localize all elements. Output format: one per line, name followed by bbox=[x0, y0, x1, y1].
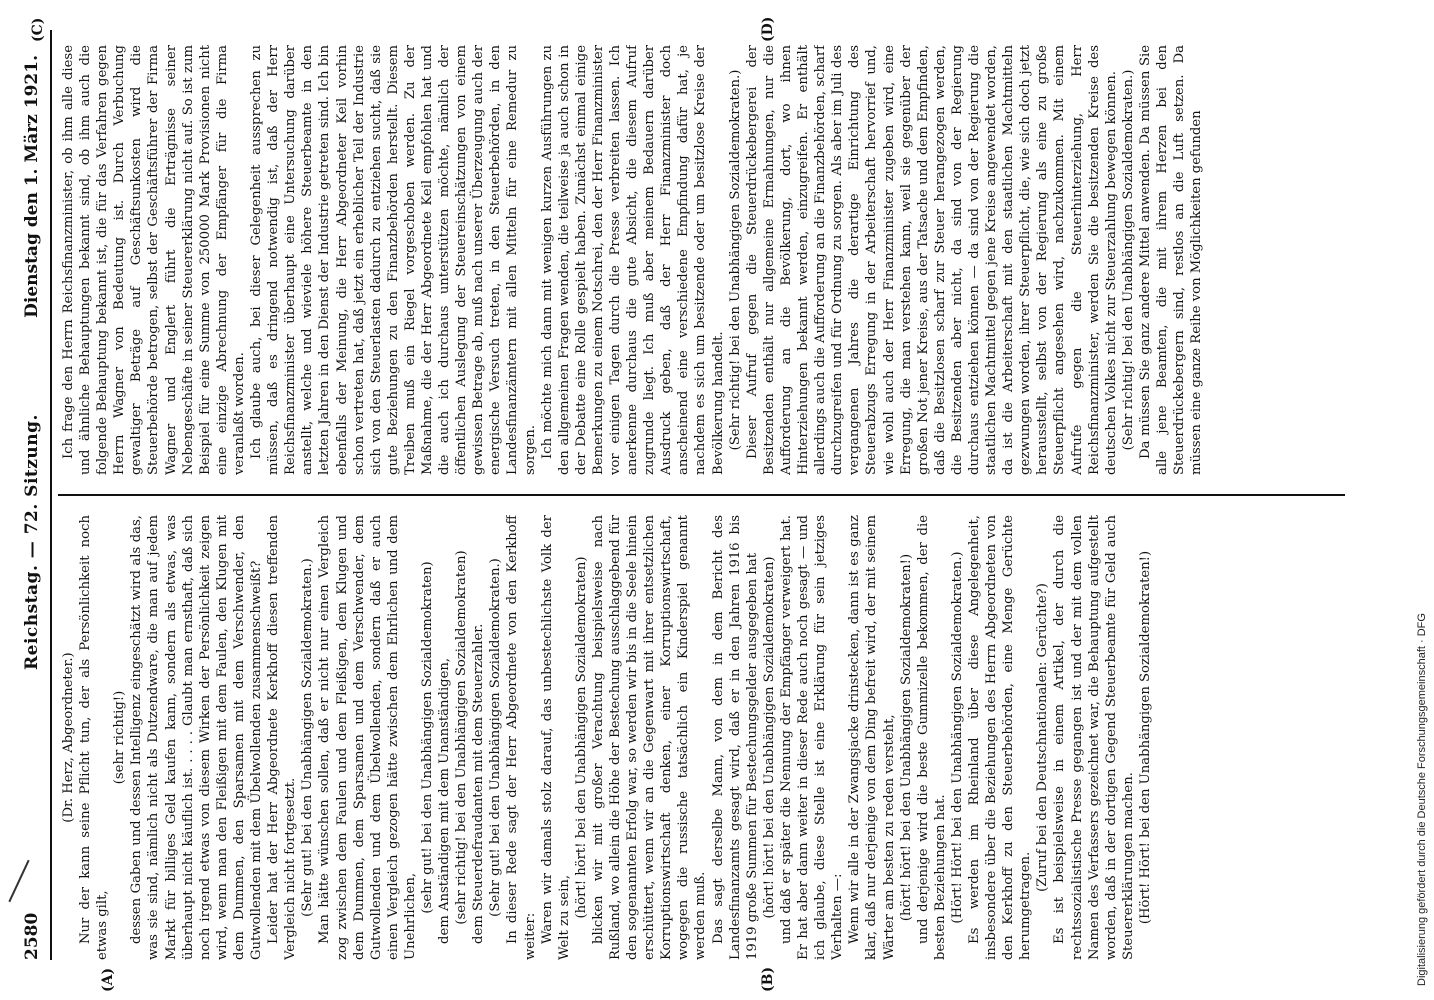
paragraph: (sehr gut! bei den Unabhängigen Sozialdemokraten) bbox=[419, 561, 435, 914]
paragraph: (hört! hört! bei den Unabhängigen Sozialdemokraten) bbox=[761, 556, 777, 919]
paragraph: (Hört! Hört! bei den Unabhängigen Sozialdemokraten!) bbox=[1137, 550, 1153, 925]
paragraph: Nur der kann seine Pflicht tun, der als Persönlichkeit noch etwas gilt, bbox=[78, 515, 111, 960]
paragraph: und daß er später die Nennung der Empfänger verweigert hat. Er hat aber dann weiter in dieser Rede auch noch gesagt — und ich glaube, diese Stelle ist eine Erklärung für sein jetziges Verhalten —: bbox=[778, 515, 846, 960]
paragraph: blicken wir mit großer Verachtung beispielsweise nach Rußland, wo allein die Höhe der Bestechung ausschlaggebend für den sogenannten Erfolg war, so werden wir bis in die Seele hinein erschüttert, wenn wir an die Gegenwart mit ihrer entsetzlichen Korruptionswirtschaft denken, einer Korruptionswirtschaft, wogegen die russische tatsächlich ein Kinderspiel genannt werden muß. bbox=[590, 515, 709, 960]
paragraph: In dieser Rede sagt der Herr Abgeordnete von den Kerkhoff weiter: bbox=[505, 515, 538, 960]
paragraph: Da müssen Sie ganz andere Mittel anwenden. Da müssen Sie alle jene Beamten, die mit ihrem Herzen bei den Steuerdrückebergern sind, restlos an die Luft setzen. Da müssen eine ganze Reihe von Möglichkeiten gefunden bbox=[1137, 45, 1205, 475]
page-header bbox=[18, 30, 52, 960]
paragraph: (Sehr gut! bei den Unabhängigen Sozialdemokraten.) bbox=[488, 558, 504, 917]
paragraph: (Dr. Herz, Abgeordneter.) bbox=[61, 652, 76, 823]
paragraph: Wenn wir alle in der Zwangsjacke drinstecken, dann ist es ganz klar, daß nur derjenige von dem Ding befreit wird, der mit seinem Wärter am besten zu reden versteht, bbox=[847, 515, 897, 960]
paragraph: (sehr richtig! bei den Unabhängigen Sozialdemokraten) bbox=[454, 550, 470, 925]
digitization-note bbox=[1412, 10, 1428, 990]
header-date: Dienstag den 1. März 1921. bbox=[22, 55, 42, 318]
page-number: 2580 bbox=[22, 912, 42, 960]
paragraph: (hört! hört! bei den Unabhängigen Sozialdemokraten!) bbox=[898, 553, 914, 922]
paragraph: Dieser Aufruf gegen die Steuerdrückebergerei der Besitzenden enthält nur allgemeine Ermahnungen, nur die Aufforderung an die Bevölkerung, dort, wo ihnen Hinterziehungen bekannt werden, einzugreifen. Er enthält allerdings auch die Aufforderung an die Finanzbehörden, scharf durchzugreifen und für Ordnung zu sorgen. Als aber im Juli des vergangenen Jahres die derartige Einrichtung des Steuerabzugs Erregung in der Arbeiterschaft hervorrief und, wie wohl auch der Herr Finanzminister zugeben wird, eine Erregung, die man verstehen kann, weil sie gegenüber der großen Not jener Kreise, aus der Tatsache und dem Empfinden, daß die Besitzlosen scharf zur Steuer herangezogen werden, die Besitzenden aber nicht, da sind von der Regierung durchaus entziehen können — da sind von der Regierung die staatlichen Machtmittel gegen jene Kreise angewendet worden, da ist die Arbeiterschaft mit den staatlichen Machtmitteln gezwungen worden, ihrer Steuerpflicht, die, wie sich doch jetzt herausstellt, selbst von der Regierung als eine zu große Steuerpflicht angesehen wird, nachzukommen. Mit einem Aufrufe gegen die Steuerhinterziehung, Herr Reichsfinanzminister, werden Sie die besitzenden Kreise des deutschen Volkes nicht zur Steuerzahlung bewegen können. bbox=[744, 45, 1119, 475]
paragraph: Man hätte wünschen sollen, daß er nicht nur einen Vergleich zog zwischen dem Faulen und dem Fleißigen, dem Klugen und dem Dummen, dem Sparsamen und dem Verschwender, dem Gutwollenden und dem Übelwollenden, sondern daß er auch einen Vergleich gezogen hätte zwischen dem Ehrlichen und dem Unehrlichen, bbox=[317, 515, 418, 960]
paragraph: (Zuruf bei den Deutschnationalen: Gerüchte?) bbox=[1035, 583, 1051, 892]
left-column bbox=[60, 515, 1345, 960]
margin-marker-a: (A) bbox=[100, 967, 116, 992]
paragraph: (sehr richtig!) bbox=[112, 690, 128, 785]
header-title: Reichstag. — 72. Sitzung. bbox=[22, 414, 42, 670]
paragraph: Ich glaube auch, bei dieser Gelegenheit aussprechen zu müssen, daß es dringend notwendig ist, daß der Herr Reichsfinanzminister überhaupt eine Untersuchung darüber anstellt, welche und wieviele höhere Steuerbeamte in den letzten Jahren in den Dienst der Industrie getreten sind. Ich bin ebenfalls der Meinung, die Herr Abgeordneter Keil vorhin schon vertreten hat, daß jetzt ein erheblicher Teil der Industrie sich von den Steuerlasten dadurch zu entziehen sucht, daß sie gute Beziehungen zu den Finanzbehörden herstellt. Diesem Treiben muß ein Riegel vorgeschoben werden. Zu der Maßnahme, die der Herr Abgeordnete Keil empfohlen hat und die auch ich durchaus unterstützen möchte, nämlich der öffentlichen Auslegung der Steuereinschätzungen von einem gewissen Betrage ab, muß nach unserer Überzeugung auch der energische Versuch treten, in den Steuerbehörden, in den Landesfinanzämtern mit allen Mitteln für eine Remedur zu sorgen. bbox=[249, 45, 538, 475]
paragraph: (Sehr richtig! bei den Unabhängigen Sozialdemokraten.) bbox=[727, 69, 743, 451]
margin-marker-d: (D) bbox=[760, 16, 776, 42]
header-rule bbox=[50, 30, 52, 960]
paragraph: Es werden im Rheinland über diese Angelegenheit, insbesondere über die Beziehungen des Herrn Abgeordneten von den Kerkhoff zu den Steuerbehörden, eine Menge Gerüchte herumgetragen. bbox=[966, 515, 1034, 960]
paragraph: Ich möchte mich dann mit wenigen kurzen Ausführungen zu den allgemeinen Fragen wenden, die teilweise ja auch schon in der Debatte eine Rolle gespielt haben. Zunächst einmal einige Bemerkungen zu einem Notschrei, den der Herr Finanzminister vor einigen Tagen durch die Presse verbreiten lassen. Ich anerkenne durchaus die gute Absicht, die diesem Aufruf zugrunde liegt. Ich muß aber meinem Bedauern darüber Ausdruck geben, daß der Herr Finanzminister doch anscheinend eine verschiedene Empfindung dafür hat, je nachdem es sich um besitzende oder um besitzlose Kreise der Bevölkerung handelt. bbox=[539, 45, 726, 475]
paragraph: Ich frage den Herrn Reichsfinanzminister, ob ihm alle diese und ähnliche Behauptungen bekannt sind, ob ihm auch die folgende Behauptung bekannt ist, die für das Verfahren gegen Herrn Wagner von Bedeutung ist. Durch Verbuchung gewaltiger Beträge auf Geschäftsunkosten wird die Steuerbehörde betrogen, selbst der Geschäftsführer der Firma Wagner und Englert führt die Erträgnisse seiner Nebengeschäfte in seiner Steuererklärung nicht auf. So ist zum Beispiel für eine Summe von 250000 Mark Provisionen nicht eine einzige Abrechnung der Empfänger für die Firma veranlaßt worden. bbox=[61, 45, 247, 475]
paragraph: Es ist beispielsweise in einem Artikel, der durch die rechtssozialistische Presse gegangen ist und der mit dem vollen Namen des Verfassers gezeichnet war, die Behauptung aufgestellt worden, daß in der dortigen Gegend Steuerbeamte für Geld auch Steuererklärungen machen. bbox=[1052, 515, 1136, 960]
paragraph: (hört! hört! bei den Unabhängigen Sozialdemokraten) bbox=[573, 556, 589, 919]
paragraph: Das sagt derselbe Mann, von dem in dem Bericht des Landesfinanzamts gesagt wird, daß er in den Jahren 1916 bis 1919 große Summen für Bestechungsgelder ausgegeben hat bbox=[710, 515, 760, 960]
paragraph: dem Steuerdefraudanten mit dem Steuerzahler. bbox=[471, 623, 487, 944]
column-divider bbox=[58, 495, 1345, 497]
right-column bbox=[60, 45, 1345, 475]
paragraph: dem Anständigen mit dem Unanständigen, bbox=[437, 657, 453, 944]
paragraph: Waren wir damals stolz darauf, das unbestechlichste Volk der Welt zu sein, bbox=[539, 515, 572, 960]
margin-marker-c: (C) bbox=[30, 17, 46, 42]
paragraph: (Hört! Hört! bei den Unabhängigen Sozialdemokraten.) bbox=[949, 551, 965, 924]
digitization-text: Digitalisierung gefördert durch die Deutsche Forschungsgemeinschaft · DFG bbox=[1416, 613, 1428, 986]
margin-marker-b: (B) bbox=[760, 966, 776, 992]
paragraph: dessen Gaben und dessen Intelligenz eingeschätzt wird als das, was sie sind, nämlich nicht als Dutzendware, die man auf jedem Markt für billiges Geld kaufen kann, sondern als etwas, was überhaupt nicht käuflich ist. . . . . Glaubt man ernsthaft, daß sich noch irgend etwas von diesem Wirken der Persönlichkeit zeigen wird, wenn man den Fleißigen mit dem Faulen, den Klugen mit dem Dummen, den Sparsamen mit dem Verschwender, den Gutwollenden mit dem Übelwollenden zusammenschweißt? bbox=[129, 515, 265, 960]
paragraph: und derjenige wird die beste Gummizelle bekommen, der die besten Beziehungen hat. bbox=[915, 515, 948, 960]
paragraph: Leider hat der Herr Abgeordnete Kerkhoff diesen treffenden Vergleich nicht fortgesetzt. bbox=[266, 515, 299, 960]
paragraph: (Sehr richtig! bei den Unabhängigen Sozialdemokraten.) bbox=[1120, 69, 1136, 451]
paragraph: (Sehr gut! bei den Unabhängigen Sozialdemokraten.) bbox=[300, 558, 316, 917]
